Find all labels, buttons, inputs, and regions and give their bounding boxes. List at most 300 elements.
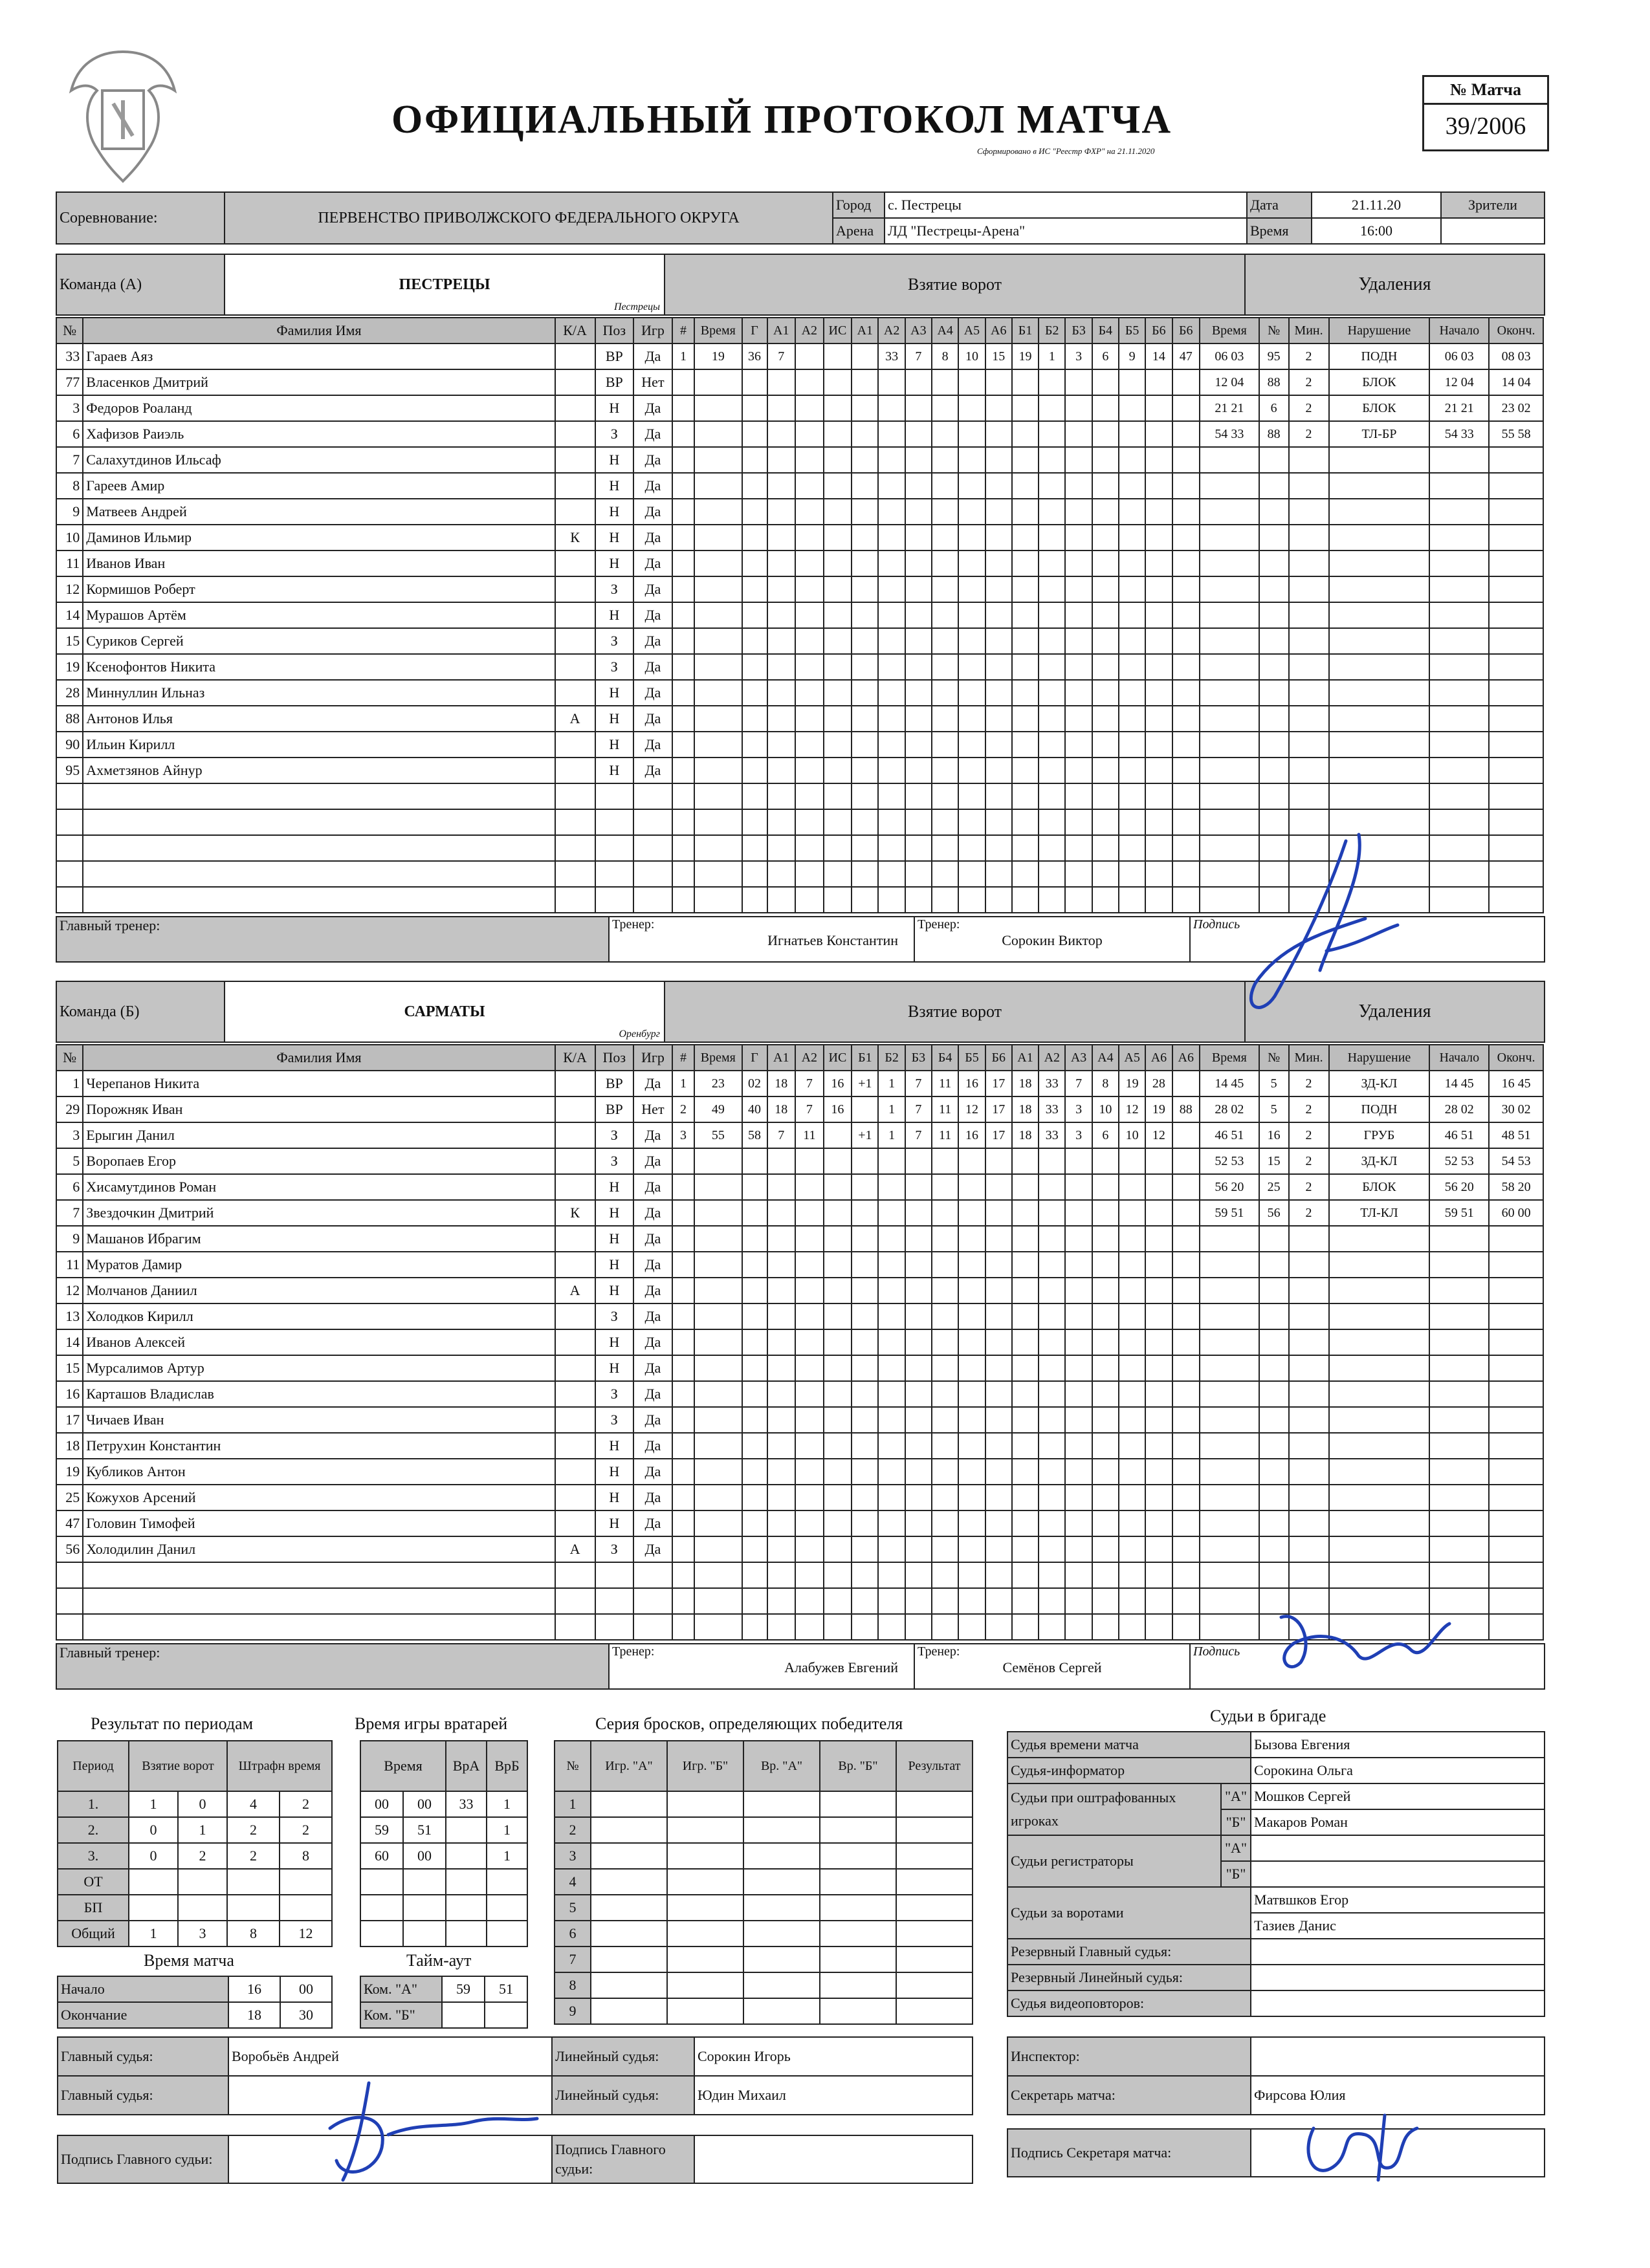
empty-cell: [1012, 732, 1039, 758]
empty-cell: [694, 1252, 742, 1278]
empty-cell: [905, 680, 932, 706]
pen-end: 16 45: [1489, 1071, 1543, 1096]
empty-cell: [56, 835, 83, 861]
empty-cell: [1039, 861, 1065, 887]
empty-cell: [1200, 1226, 1259, 1252]
shootout-row: [555, 1791, 973, 1817]
player-plays: Да: [633, 395, 672, 421]
team_b-goal-h-17: А6: [1145, 1045, 1172, 1071]
empty-cell: [878, 1200, 905, 1226]
match-start-label: Начало: [58, 1976, 228, 2002]
empty-cell: [1329, 1303, 1430, 1329]
empty-cell: [824, 758, 852, 783]
empty-cell: [824, 680, 852, 706]
player-name: Хафизов Раиэль: [83, 421, 555, 447]
player-ka: [555, 447, 595, 473]
empty-cell: [878, 628, 905, 654]
empty-cell: [985, 1510, 1012, 1536]
pen-minutes: 2: [1289, 343, 1329, 369]
player-position: З: [595, 576, 634, 602]
empty-cell: [852, 576, 878, 602]
empty-cell: [1012, 602, 1039, 628]
goal-cell: 1: [878, 1122, 905, 1148]
team_a-goal-h-8: А3: [905, 318, 932, 343]
empty-cell: [1429, 835, 1489, 861]
empty-cell: [795, 369, 824, 395]
empty-cell: [1429, 1536, 1489, 1562]
empty-cell: [985, 1562, 1012, 1588]
empty-cell: [1259, 1510, 1289, 1536]
empty-cell: [824, 1485, 852, 1510]
empty-cell: [852, 732, 878, 758]
empty-cell: [824, 1433, 852, 1459]
player-number: 12: [56, 1278, 83, 1303]
empty-cell: [1119, 835, 1145, 861]
empty-cell: [56, 1588, 83, 1614]
reg-b: [1251, 1861, 1545, 1887]
goalie-cell: 60: [360, 1843, 403, 1869]
empty-cell: [795, 835, 824, 861]
pen-player: 5: [1259, 1071, 1289, 1096]
goal-cell: 11: [932, 1071, 958, 1096]
player-ka: [555, 1407, 595, 1433]
empty-cell: [742, 1588, 767, 1614]
pen-minutes: 2: [1289, 1200, 1329, 1226]
empty-cell: [878, 835, 905, 861]
empty-cell: [932, 1278, 958, 1303]
empty-cell: [1012, 395, 1039, 421]
period-cell: 4: [227, 1791, 280, 1817]
empty-cell: [1172, 551, 1200, 576]
empty-cell: [1429, 809, 1489, 835]
empty-cell: [1259, 1278, 1289, 1303]
empty-cell: [1092, 887, 1119, 913]
empty-cell: [591, 1791, 667, 1817]
empty-cell: [1489, 1485, 1543, 1510]
empty-cell: [905, 654, 932, 680]
empty-cell: [767, 1407, 796, 1433]
empty-cell: [1429, 732, 1489, 758]
spectators-value: [1441, 218, 1545, 244]
empty-cell: [985, 421, 1012, 447]
empty-cell: [1429, 1562, 1489, 1588]
empty-cell: [1119, 473, 1145, 499]
player-position: З: [595, 421, 634, 447]
empty-cell: [555, 861, 595, 887]
empty-cell: [555, 887, 595, 913]
empty-cell: [595, 835, 634, 861]
empty-cell: [1289, 1407, 1329, 1433]
empty-cell: [905, 395, 932, 421]
empty-cell: [672, 1485, 694, 1510]
empty-cell: [878, 499, 905, 525]
goal-cell: 19: [1119, 1071, 1145, 1096]
goalie-cell: 1: [487, 1843, 527, 1869]
player-number: 11: [56, 1252, 83, 1278]
empty-cell: [767, 1303, 796, 1329]
empty-cell: [694, 1588, 742, 1614]
empty-cell: [958, 1174, 985, 1200]
empty-cell: [905, 1252, 932, 1278]
period-cell: [178, 1869, 227, 1895]
empty-cell: [824, 628, 852, 654]
empty-cell: [852, 1381, 878, 1407]
empty-cell: [1329, 551, 1430, 576]
empty-cell: [824, 1614, 852, 1640]
goal-cell: 02: [742, 1071, 767, 1096]
empty-cell: [852, 1174, 878, 1200]
player-plays: Да: [633, 525, 672, 551]
empty-cell: [905, 809, 932, 835]
player-ka: [555, 1329, 595, 1355]
empty-cell: [672, 654, 694, 680]
team_a-goal-h-10: А5: [958, 318, 985, 343]
empty-cell: [820, 1817, 896, 1843]
empty-cell: [1092, 861, 1119, 887]
empty-cell: [1259, 447, 1289, 473]
player-ka: [555, 395, 595, 421]
empty-cell: [795, 628, 824, 654]
empty-cell: [905, 706, 932, 732]
team_b-name-cell: [225, 981, 665, 1042]
empty-cell: [985, 1433, 1012, 1459]
player-name: Миннуллин Ильназ: [83, 680, 555, 706]
empty-cell: [932, 1562, 958, 1588]
empty-cell: [795, 1174, 824, 1200]
goal-cell: 10: [958, 343, 985, 369]
time-label: Время: [1247, 218, 1312, 244]
team_b-goal-h-11: Б6: [985, 1045, 1012, 1071]
empty-cell: [672, 706, 694, 732]
empty-cell: [1092, 1226, 1119, 1252]
player-ka: [555, 1510, 595, 1536]
player-name: Кормишов Роберт: [83, 576, 555, 602]
empty-cell: [1200, 447, 1259, 473]
main-referee-sign-label-2: Подпись Главного судьи:: [552, 2135, 694, 2183]
empty-cell: [767, 1433, 796, 1459]
empty-cell: [1172, 654, 1200, 680]
player-plays: Да: [633, 1122, 672, 1148]
goalie-cell: 33: [446, 1791, 487, 1817]
goal-cell: 3: [1065, 1122, 1092, 1148]
penalty-judges-label: Судьи при оштрафованных игроках: [1007, 1783, 1221, 1835]
empty-cell: [446, 1921, 487, 1946]
empty-cell: [905, 1536, 932, 1562]
empty-cell: [1145, 680, 1172, 706]
empty-cell: [985, 473, 1012, 499]
goalie-cell: [446, 1817, 487, 1843]
empty-cell: [742, 680, 767, 706]
empty-cell: [878, 1174, 905, 1200]
empty-cell: [878, 525, 905, 551]
empty-cell: [1259, 525, 1289, 551]
empty-cell: [1092, 732, 1119, 758]
empty-cell: [1489, 473, 1543, 499]
player-plays: Да: [633, 1200, 672, 1226]
empty-cell: [672, 551, 694, 576]
player-name: Воропаев Егор: [83, 1148, 555, 1174]
player-number: 17: [56, 1407, 83, 1433]
empty-cell: [932, 525, 958, 551]
empty-cell: [932, 1433, 958, 1459]
empty-cell: [767, 1588, 796, 1614]
team_a-label: Команда (А): [56, 254, 225, 315]
team_a-h-ka: К/А: [555, 318, 595, 343]
empty-cell: [1119, 1226, 1145, 1252]
goalie-cell: 00: [360, 1791, 403, 1817]
empty-cell: [1119, 1200, 1145, 1226]
empty-cell: [1092, 1148, 1119, 1174]
player-plays: Да: [633, 680, 672, 706]
empty-cell: [633, 861, 672, 887]
empty-cell: [1259, 602, 1289, 628]
generated-note: Сформировано в ИС "Реестр ФХР" на 21.11.2020: [977, 146, 1155, 156]
empty-cell: [1172, 369, 1200, 395]
team_b-row: [56, 1303, 1543, 1329]
empty-cell: [896, 1972, 973, 1998]
empty-cell: [878, 1148, 905, 1174]
empty-cell: [1289, 1226, 1329, 1252]
goal-cell: 7: [767, 343, 796, 369]
empty-cell: [403, 1869, 446, 1895]
empty-cell: [767, 421, 796, 447]
goal-cell: +1: [852, 1071, 878, 1096]
player-position: Н: [595, 1459, 634, 1485]
player-name: Иванов Алексей: [83, 1329, 555, 1355]
empty-cell: [767, 499, 796, 525]
empty-cell: [1092, 1536, 1119, 1562]
player-position: З: [595, 654, 634, 680]
pen-start: 14 45: [1429, 1071, 1489, 1096]
empty-cell: [985, 1200, 1012, 1226]
empty-cell: [1259, 654, 1289, 680]
empty-cell: [1200, 525, 1259, 551]
empty-cell: [1329, 525, 1430, 551]
empty-cell: [1145, 654, 1172, 680]
pen-time: 28 02: [1200, 1096, 1259, 1122]
empty-cell: [824, 1148, 852, 1174]
player-plays: Да: [633, 1536, 672, 1562]
goal-cell: 23: [694, 1071, 742, 1096]
empty-cell: [672, 1407, 694, 1433]
player-plays: Да: [633, 732, 672, 758]
empty-cell: [1289, 783, 1329, 809]
empty-cell: [932, 654, 958, 680]
player-plays: Да: [633, 1174, 672, 1200]
empty-cell: [1092, 1588, 1119, 1614]
empty-cell: [824, 525, 852, 551]
empty-cell: [1065, 1174, 1092, 1200]
empty-cell: [1092, 576, 1119, 602]
empty-cell: [985, 783, 1012, 809]
player-number: 13: [56, 1303, 83, 1329]
player-ka: [555, 343, 595, 369]
goal-cell: 58: [742, 1122, 767, 1148]
empty-cell: [767, 1252, 796, 1278]
empty-cell: [795, 861, 824, 887]
empty-cell: [1145, 1614, 1172, 1640]
empty-cell: [1145, 887, 1172, 913]
date-label: Дата: [1247, 192, 1312, 218]
team_a-h-name: Фамилия Имя: [83, 318, 555, 343]
player-plays: Да: [633, 343, 672, 369]
city: с. Пестрецы: [885, 192, 1247, 218]
empty-cell: [958, 1226, 985, 1252]
empty-cell: [767, 1459, 796, 1485]
empty-cell: [985, 758, 1012, 783]
timeout-a-m: 59: [442, 1976, 485, 2002]
pen-a-tag: "А": [1221, 1783, 1251, 1809]
pen-violation: ГРУБ: [1329, 1122, 1430, 1148]
player-position: З: [595, 1536, 634, 1562]
shootout-row: [555, 1946, 973, 1972]
empty-cell: [1092, 706, 1119, 732]
empty-cell: [1092, 809, 1119, 835]
empty-cell: [1200, 1433, 1259, 1459]
empty-cell: [1065, 1252, 1092, 1278]
empty-cell: [1039, 1614, 1065, 1640]
empty-cell: [742, 1562, 767, 1588]
empty-cell: [1329, 1329, 1430, 1355]
pen-violation: ЗД-КЛ: [1329, 1071, 1430, 1096]
empty-cell: [820, 1869, 896, 1895]
team_a-coach1-label: Тренер:: [612, 917, 655, 932]
team_a-row: [56, 447, 1543, 473]
player-plays: Да: [633, 1329, 672, 1355]
player-number: 7: [56, 447, 83, 473]
goal-cell: 6: [1092, 343, 1119, 369]
empty-cell: [1012, 1226, 1039, 1252]
empty-cell: [1200, 628, 1259, 654]
empty-cell: [672, 369, 694, 395]
empty-cell: [905, 1588, 932, 1614]
player-number: 10: [56, 525, 83, 551]
empty-cell: [824, 783, 852, 809]
empty-cell: [591, 1817, 667, 1843]
empty-cell: [767, 525, 796, 551]
team_b-goal-h-1: Время: [694, 1045, 742, 1071]
empty-cell: [1039, 1562, 1065, 1588]
empty-cell: [905, 473, 932, 499]
team_b-row: [56, 1562, 1543, 1588]
page-title: ОФИЦИАЛЬНЫЙ ПРОТОКОЛ МАТЧА: [391, 98, 1172, 142]
player-ka: [555, 1459, 595, 1485]
empty-cell: [1119, 1148, 1145, 1174]
player-position: Н: [595, 1433, 634, 1459]
empty-cell: [591, 1972, 667, 1998]
empty-cell: [905, 628, 932, 654]
empty-cell: [1012, 861, 1039, 887]
empty-cell: [896, 1791, 973, 1817]
pen-player: 16: [1259, 1122, 1289, 1148]
empty-cell: [83, 809, 555, 835]
empty-cell: [795, 887, 824, 913]
team_a-row: [56, 758, 1543, 783]
team_b-row: [56, 1355, 1543, 1381]
empty-cell: [1145, 1510, 1172, 1536]
pen-start: 06 03: [1429, 343, 1489, 369]
empty-cell: [1429, 861, 1489, 887]
empty-cell: [1065, 602, 1092, 628]
main-referee-2-label: Главный судья:: [58, 2076, 228, 2115]
player-ka: [555, 473, 595, 499]
player-position: Н: [595, 1200, 634, 1226]
empty-cell: [905, 1381, 932, 1407]
team_b-row: [56, 1510, 1543, 1536]
period-cell: 2: [227, 1817, 280, 1843]
goal-cell: [1172, 1122, 1200, 1148]
period-cell: 2.: [58, 1817, 129, 1843]
empty-cell: [1172, 628, 1200, 654]
empty-cell: [795, 1407, 824, 1433]
player-number: 9: [56, 499, 83, 525]
empty-cell: [932, 1459, 958, 1485]
player-number: 15: [56, 628, 83, 654]
empty-cell: [795, 706, 824, 732]
empty-cell: [1259, 680, 1289, 706]
goal-cell: 1: [878, 1096, 905, 1122]
empty-cell: [1065, 1355, 1092, 1381]
team_b-goal-h-8: Б3: [905, 1045, 932, 1071]
empty-cell: [1172, 1536, 1200, 1562]
period-row: [58, 1869, 332, 1895]
empty-cell: [1289, 732, 1329, 758]
empty-cell: [1145, 861, 1172, 887]
team_a-goal-h-11: А6: [985, 318, 1012, 343]
team_a-goal-h-last: Б6: [1172, 318, 1200, 343]
empty-cell: [83, 861, 555, 887]
empty-cell: [985, 732, 1012, 758]
shootout-row: [555, 1972, 973, 1998]
empty-cell: [1259, 732, 1289, 758]
empty-cell: [1065, 861, 1092, 887]
player-name: Чичаев Иван: [83, 1407, 555, 1433]
empty-cell: [672, 1562, 694, 1588]
empty-cell: [985, 1459, 1012, 1485]
team_a-goal-h-9: А4: [932, 318, 958, 343]
player-position: З: [595, 628, 634, 654]
team_a-row: [56, 706, 1543, 732]
empty-cell: [824, 1588, 852, 1614]
timeout-title: Тайм-аут: [406, 1951, 472, 1970]
empty-cell: [1489, 706, 1543, 732]
empty-cell: [1429, 654, 1489, 680]
empty-cell: [824, 473, 852, 499]
empty-cell: [1329, 1278, 1430, 1303]
empty-cell: [1092, 680, 1119, 706]
team_b-row: [56, 1096, 1543, 1122]
goalie-cell: 00: [403, 1843, 446, 1869]
player-number: 90: [56, 732, 83, 758]
empty-cell: [1329, 499, 1430, 525]
reg-a-tag: "А": [1221, 1835, 1251, 1861]
empty-cell: [958, 1485, 985, 1510]
goal-cell: 15: [985, 343, 1012, 369]
empty-cell: [1065, 1329, 1092, 1355]
pen-start: 12 04: [1429, 369, 1489, 395]
empty-cell: [1039, 628, 1065, 654]
team_a-goal-h-6: А1: [852, 318, 878, 343]
empty-cell: [1200, 1278, 1259, 1303]
empty-cell: [824, 1174, 852, 1200]
empty-cell: [852, 1252, 878, 1278]
empty-cell: [694, 576, 742, 602]
empty-cell: [820, 1998, 896, 2024]
empty-cell: [767, 1510, 796, 1536]
empty-cell: [672, 1252, 694, 1278]
team_b-city: Оренбург: [619, 1029, 660, 1040]
empty-cell: [1289, 1252, 1329, 1278]
